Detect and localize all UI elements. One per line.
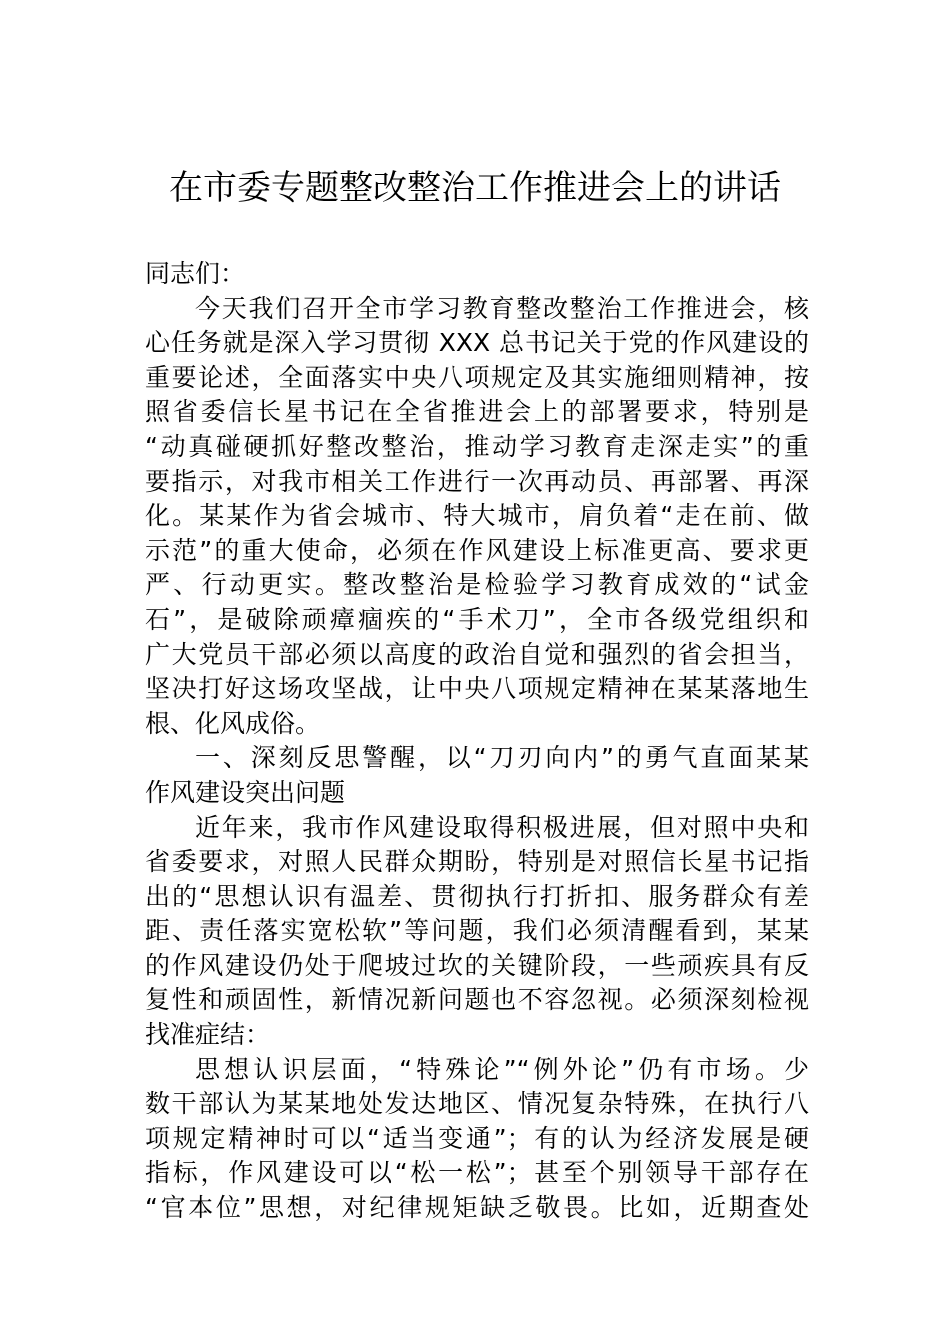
text-line: 出的“思想认识有温差、贯彻执行打折扣、服务群众有差 xyxy=(145,881,809,911)
text-line: 的作风建设仍处于爬坡过坎的关键阶段，一些顽疾具有反 xyxy=(145,950,809,980)
text-line: 要指示，对我市相关工作进行一次再动员、再部署、再深 xyxy=(145,466,809,496)
text-line: 数干部认为某某地处发达地区、情况复杂特殊，在执行八 xyxy=(145,1089,809,1119)
text-line: 近年来，我市作风建设取得积极进展，但对照中央和 xyxy=(195,812,809,842)
text-line: 重要论述，全面落实中央八项规定及其实施细则精神，按 xyxy=(145,362,809,392)
text-line: 复性和顽固性，新情况新问题也不容忽视。必须深刻检视 xyxy=(145,985,809,1015)
document-title: 在市委专题整改整治工作推进会上的讲话 xyxy=(169,168,781,208)
text-line: “动真碰硬抓好整改整治，推动学习教育走深走实”的重 xyxy=(145,431,809,461)
text-line: 根、化风成俗。 xyxy=(145,708,321,738)
text-line: 距、责任落实宽松软”等问题，我们必须清醒看到，某某 xyxy=(145,916,809,946)
text-line: 广大党员干部必须以高度的政治自觉和强烈的省会担当， xyxy=(145,639,809,669)
text-line: 照省委信长星书记在全省推进会上的部署要求，特别是 xyxy=(145,397,809,427)
document-body xyxy=(145,257,809,1226)
text-line: 思想认识层面，“特殊论”“例外论”仍有市场。少 xyxy=(195,1054,809,1084)
text-line: 同志们： xyxy=(145,259,246,288)
text-line: 严、行动更实。整改整治是检验学习教育成效的“试金 xyxy=(145,570,809,600)
text-line: 作风建设突出问题 xyxy=(145,777,346,807)
text-line: 石”，是破除顽瘴痼疾的“手术刀”，全市各级党组织和 xyxy=(145,604,809,634)
text-line: 指标，作风建设可以“松一松”；甚至个别领导干部存在 xyxy=(145,1158,809,1188)
text-line: 省委要求，对照人民群众期盼，特别是对照信长星书记指 xyxy=(145,847,809,877)
text-line: 一、深刻反思警醒，以“刀刃向内”的勇气直面某某 xyxy=(195,743,809,773)
text-line: 心任务就是深入学习贯彻 XXX 总书记关于党的作风建设的 xyxy=(145,328,809,358)
text-line: 坚决打好这场攻坚战，让中央八项规定精神在某某落地生 xyxy=(145,674,809,704)
text-line: 找准症结： xyxy=(145,1020,271,1050)
text-line: 化。某某作为省会城市、特大城市，肩负着“走在前、做 xyxy=(145,501,809,531)
text-line: “官本位”思想，对纪律规矩缺乏敬畏。比如，近期查处 xyxy=(145,1193,809,1223)
text-line: 示范”的重大使命，必须在作风建设上标准更高、要求更 xyxy=(145,535,809,565)
text-line: 项规定精神时可以“适当变通”；有的认为经济发展是硬 xyxy=(145,1123,809,1153)
text-line: 今天我们召开全市学习教育整改整治工作推进会，核 xyxy=(195,293,809,323)
